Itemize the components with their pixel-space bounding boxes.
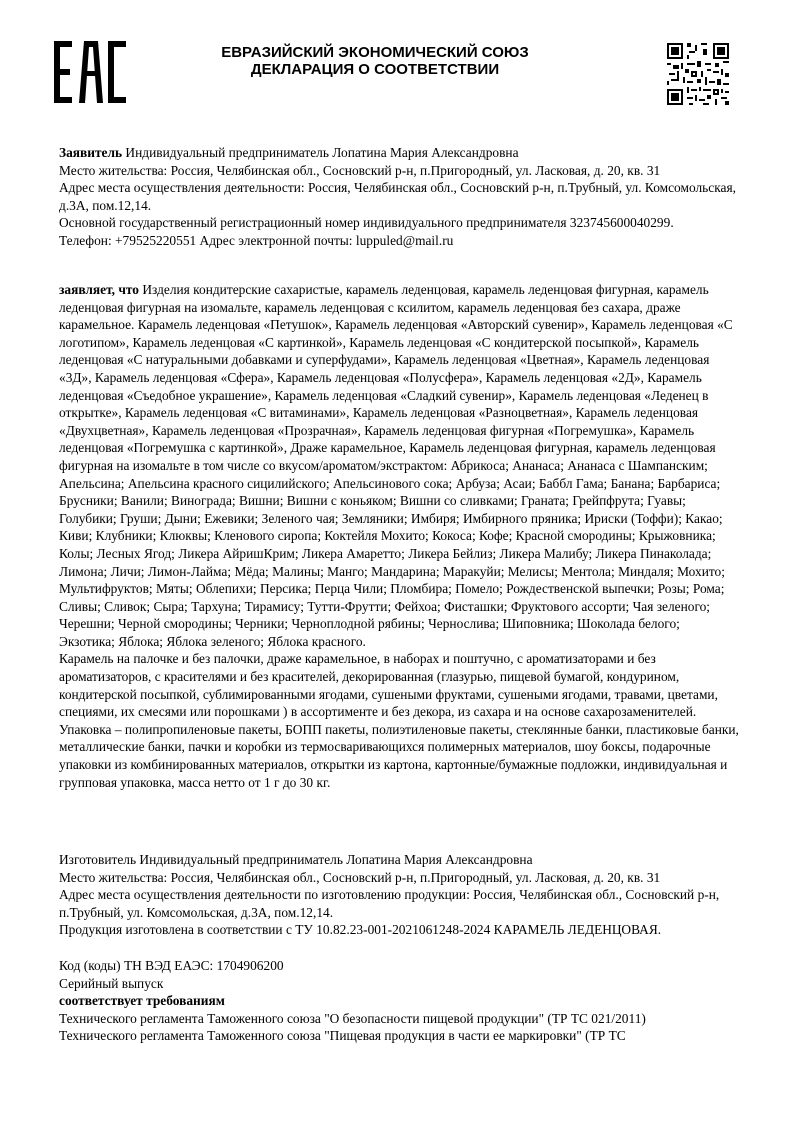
conformity-section xyxy=(59,957,739,1045)
eac-logo xyxy=(54,41,126,103)
applicant-contacts: Телефон: +79525220551 Адрес электронной почты: luppuled@mail.ru xyxy=(59,232,454,248)
regulation-2: Технического регламента Таможенного союза "Пищевая продукция в части ее маркировки" (ТР ТС xyxy=(59,1028,626,1044)
packaging-description: Упаковка – полипропиленовые пакеты, БОПП пакеты, полиэтиленовые пакеты, стеклянные банки, пластиковые банки, металлические банки, пачки и коробки из термосваривающихся полимерных материалов, шоу боксы, подарочные упаковки из комбинированных материалов, открытки из картона, картонные/бумажные подложки, индивидуальная и групповая упаковка, масса нетто от 1 г до 30 кг. xyxy=(59,721,739,790)
complies-label: соответствует требованиям xyxy=(59,993,225,1009)
manufacturer-name: Изготовитель Индивидуальный предприниматель Лопатина Мария Александровна xyxy=(59,852,533,867)
applicant-section xyxy=(59,144,739,250)
manufacturer-standard: Продукция изготовлена в соответствии с ТУ 10.82.23-001-2021061248-2024 КАРАМЕЛЬ ЛЕДЕНЦОВАЯ. xyxy=(59,922,662,938)
applicant-ogrnip: Основной государственный регистрационный номер индивидуального предпринимателя 323745600040299. xyxy=(59,215,674,231)
hs-code: Код (коды) ТН ВЭД ЕАЭС: 1704906200 xyxy=(59,958,284,973)
manufacturer-residence: Место жительства: Россия, Челябинская обл., Сосновский р-н, п.Пригородный, ул. Ласковая, д. 20, кв. 31 xyxy=(59,869,661,885)
regulation-1: Технического регламента Таможенного союза "О безопасности пищевой продукции" (ТР ТС 021/2011) xyxy=(59,1010,646,1026)
manufacturer-production-address: Адрес места осуществления деятельности по изготовлению продукции: Россия, Челябинская обл., Сосновский р-н, п.Трубный, ул. Комсомольская, д.3А, пом.12,14. xyxy=(59,887,720,920)
qr-code-icon xyxy=(667,43,729,105)
declaration-section xyxy=(59,281,739,791)
document-header xyxy=(160,44,590,78)
declares-label: заявляет, что xyxy=(59,282,139,297)
union-name: ЕВРАЗИЙСКИЙ ЭКОНОМИЧЕСКИЙ СОЮЗ xyxy=(221,44,529,61)
product-variants: Карамель на палочке и без палочки, драже карамельное, в наборах и поштучно, с ароматизаторами и без ароматизаторов, с красителями и без красителей, декорированная (глазурью, пищевой бумагой, кондурином, кондитерской посыпкой, сублимированными ягодами, сушеными фруктами, сушеными ягодами, травами, цветами, специями, их смесями или порошками ) в ассортименте и без декора, из сахара и на основе сахарозаменителей. xyxy=(59,651,718,720)
manufacturer-section xyxy=(59,851,739,939)
document-title: ДЕКЛАРАЦИЯ О СООТВЕТСТВИИ xyxy=(250,61,500,78)
release-type: Серийный выпуск xyxy=(59,975,164,991)
applicant-activity-address: Адрес места осуществления деятельности: Россия, Челябинская обл., Сосновский р-н, п.Трубный, ул. Комсомольская, д.3А, пом.12,14. xyxy=(59,180,736,213)
products-description: Изделия кондитерские сахаристые, карамель леденцовая, карамель леденцовая фигурная, карамель леденцовая фигурная на изомальте, карамель леденцовая с ксилитом, карамель леденцовая без сахара, драже карамельное. Карамель леденцовая «Петушок», Карамель леденцовая «Авторский сувенир», Карамель леденцовая «С логотипом», Карамель леденцовая «С картинкой», Карамель леденцовая «С кондитерской посыпкой», Карамель леденцовая «С натуральными добавками и суперфудами», Карамель леденцовая «Цветная», Карамель леденцовая «3Д», Карамель леденцовая «Сфера», Карамель леденцовая «Полусфера», Карамель леденцовая «2Д», Карамель леденцовая «Съедобное украшение», Карамель леденцовая «Сладкий сувенир», Карамель леденцовая «Леденец в открытке», Карамель леденцовая «С витаминами», Карамель леденцовая «Разноцветная», Карамель леденцовая «Двухцветная», Карамель леденцовая «Прозрачная», Карамель леденцовая фигурная «Погремушка», Карамель леденцовая «Погремушка с картинкой», Драже карамельное, Карамель леденцовая фигурная, карамель леденцовая фигурная на изомальте в том числе со вкусом/ароматом/экстрактом: Абрикоса; Ананаса; Ананаса с Шампанским; Апельсина; Апельсина красного сицилийского; Апельсинового сока; Арбуза; Асаи; Баббл Гама; Банана; Барбариса; Брусники; Ванили; Винограда; Вишни; Вишни с коньяком; Вишни со сливками; Граната; Грейпфрута; Гуавы; Голубики; Груши; Дыни; Ежевики; Зеленого чая; Земляники; Имбиря; Имбирного пряника; Ириски (Тоффи); Какао; Киви; Клубники; Клюквы; Кленового сиропа; Коктейля Мохито; Кокоса; Кофе; Красной смородины; Крыжовника; Колы; Лесных Ягод; Ликера АйришКрим; Ликера Амаретто; Ликера Бейлиз; Ликера Малибу; Ликера Пинаколада; Лимона; Личи; Лимон-Лайма; Мёда; Малины; Манго; Мандарина; Маракуйи; Мелисы; Ментола; Миндаля; Мохито; Мультифруктов; Мяты; Облепихи; Персика; Перца Чили; Пломбира; Помело; Рождественской выпечки; Розы; Рома; Сливы; Сливок; Сыра; Тархуна; Тирамису; Тутти-Фрутти; Фейхоа; Фисташки; Фруктового ассорти; Чая зеленого; Черешни; Черной смородины; Черники; Черноплодной рябины; Чернослива; Шиповника; Шоколада белого; Экзотика; Яблока; Яблока зеленого; Яблока красного. xyxy=(59,282,733,649)
applicant-residence: Место жительства: Россия, Челябинская обл., Сосновский р-н, п.Пригородный, ул. Ласковая, д. 20, кв. 31 xyxy=(59,162,661,178)
applicant-label: Заявитель xyxy=(59,145,123,160)
applicant-name: Индивидуальный предприниматель Лопатина Мария Александровна xyxy=(122,145,519,160)
